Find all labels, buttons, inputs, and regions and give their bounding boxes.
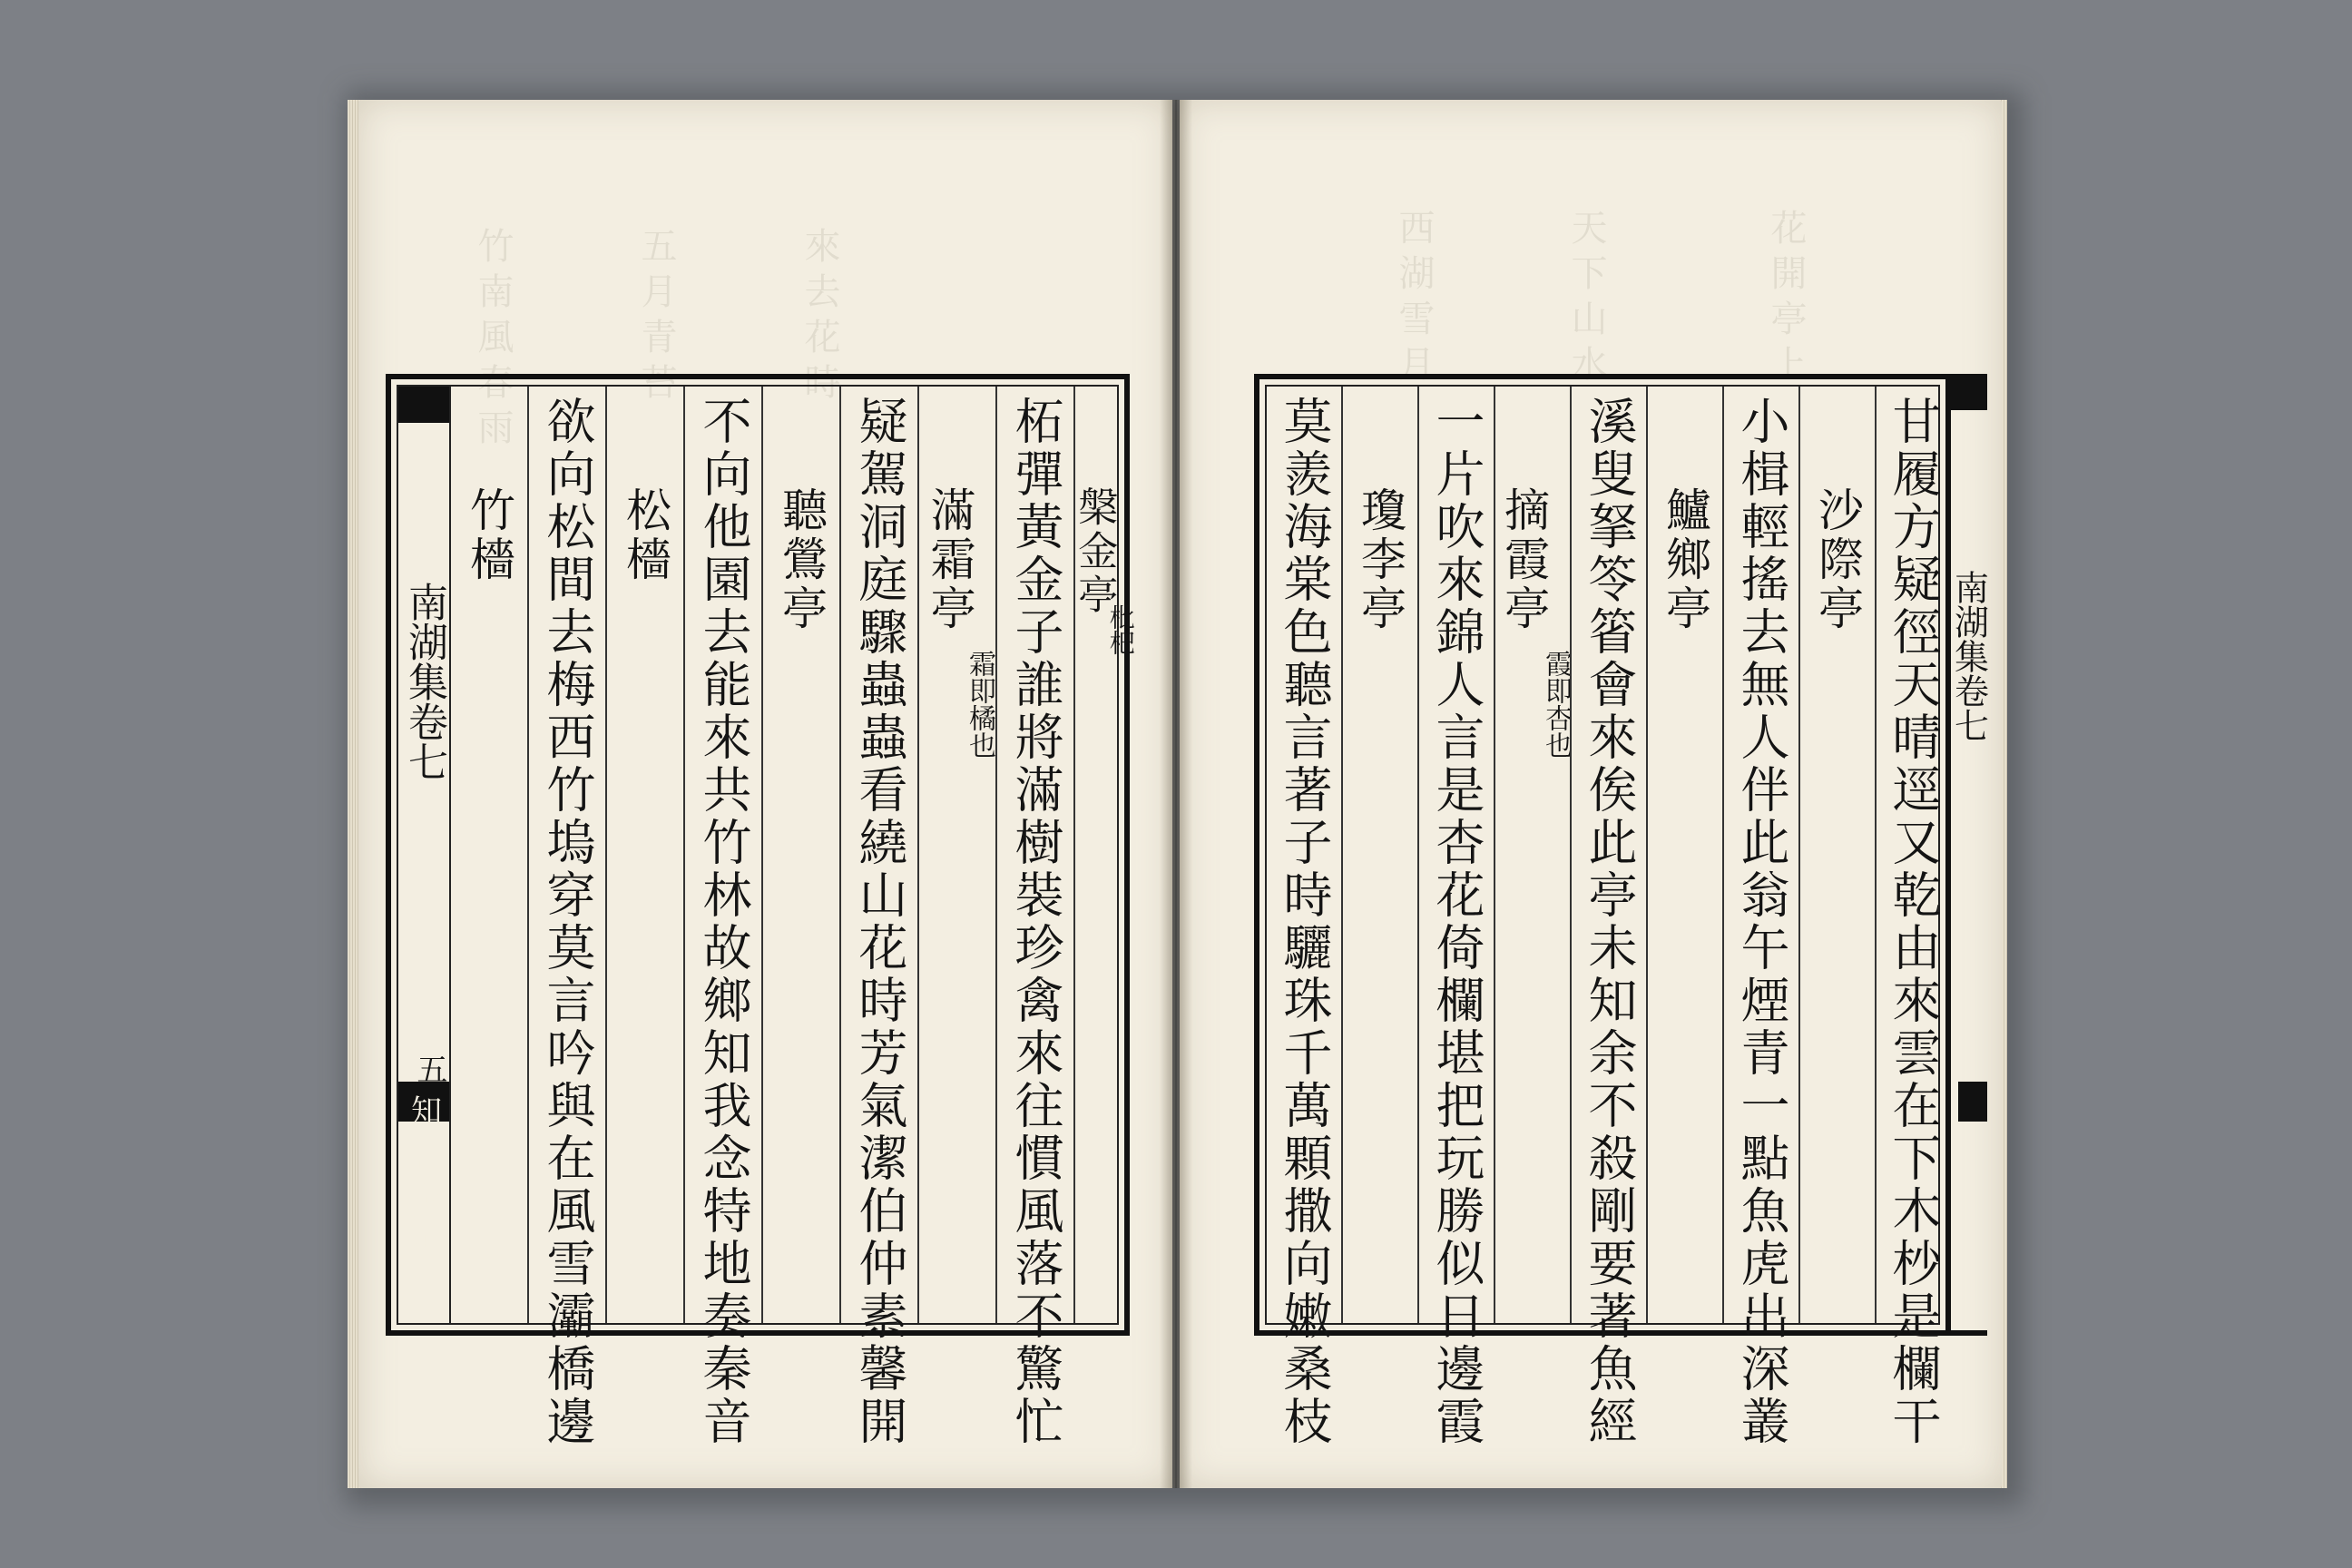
poem-title: 槃金亭 (1071, 486, 1118, 617)
poem-title: 滿霜亭 (923, 486, 976, 633)
poem-verse: 甘履方疑徑天晴逕又乾由來雲在下木杪是欄干 (1885, 396, 1942, 1448)
poem-note: 霜即橘也 (964, 650, 995, 759)
right-fold-strip (1948, 374, 1989, 1336)
column-9 (1071, 387, 1136, 1323)
poem-verse: 莫羨海棠色聽言著子時驪珠千萬顆撒向嫩桑枝 (1276, 396, 1333, 1448)
column-2 (1798, 387, 1875, 1323)
poem-verse: 柘彈黃金子誰將滿樹裝珍禽來往慣風落不驚忙 (1007, 396, 1064, 1448)
poem-verse: 欲向松間去梅西竹塢穿莫言吟與在風雪灞橋邊 (539, 396, 596, 1448)
fold-publisher: 知不足齋叢書 (405, 1094, 442, 1279)
show-through-text: 天下山水 (1565, 209, 1607, 390)
poem-title: 摘霞亭 (1497, 486, 1551, 633)
poem-title: 瓊李亭 (1354, 486, 1406, 633)
show-through-text: 五月青苔 (635, 227, 677, 408)
column-6 (839, 387, 917, 1448)
column-7 (917, 387, 995, 1323)
poem-verse: 疑駕洞庭驟蟲蟲看繞山花時芳氣潔伯仲素馨開 (851, 396, 908, 1448)
column-2 (527, 387, 605, 1448)
left-fold-strip (398, 387, 451, 1323)
right-text-frame (1254, 374, 1951, 1448)
column-9 (1267, 387, 1341, 1448)
fold-page-number: 五 (411, 1054, 447, 1084)
column-4 (1646, 387, 1722, 1323)
left-inner-border (397, 385, 1136, 1448)
poem-title: 聽鶯亭 (775, 486, 828, 633)
poem-title: 沙際亭 (1811, 486, 1864, 633)
poem-note: 枇杷 (1105, 604, 1136, 655)
column-3 (605, 387, 683, 1323)
fold-black-mouth (1951, 379, 1987, 410)
show-through-text: 來去花時 (799, 227, 840, 408)
poem-verse: 溪叟拏笭箵會來俟此亭未知余不殺剛要著魚經 (1581, 396, 1638, 1448)
column-8 (995, 387, 1073, 1448)
poem-title: 鱸鄉亭 (1659, 486, 1711, 633)
poem-verse: 小楫輕搖去無人伴此翁午煙青一點魚虎出深叢 (1733, 396, 1790, 1448)
column-1 (451, 387, 527, 1323)
poem-note: 霞即杏也 (1540, 650, 1572, 759)
poem-title: 竹檣 (463, 486, 515, 584)
right-inner-border (1265, 385, 1942, 1448)
column-4 (683, 387, 761, 1448)
column-1 (1875, 387, 1949, 1448)
column-7 (1417, 387, 1494, 1448)
column-3 (1722, 387, 1798, 1448)
book-gutter (1160, 100, 1192, 1488)
left-text-frame (386, 374, 1136, 1448)
show-through-text: 花開亭上 (1765, 209, 1807, 390)
show-through-text: 西湖雪月 (1393, 209, 1435, 390)
fold-title: 南湖集卷七 (1948, 570, 1989, 742)
fold-fish-tail (1958, 1082, 1987, 1122)
column-5 (1570, 387, 1646, 1448)
column-5 (761, 387, 839, 1323)
column-6 (1494, 387, 1570, 1323)
poem-title: 松檣 (619, 486, 671, 584)
show-through-text: 竹南風春雨 (472, 227, 514, 454)
poem-verse: 不向他園去能來共竹林故鄉知我念特地奏秦音 (695, 396, 752, 1448)
poem-verse: 一片吹來錦人言是杏花倚欄堪把玩勝似日邊霞 (1428, 396, 1485, 1448)
fold-title: 南湖集卷七 (401, 582, 447, 781)
column-8 (1341, 387, 1417, 1323)
fold-black-mouth (398, 387, 449, 423)
